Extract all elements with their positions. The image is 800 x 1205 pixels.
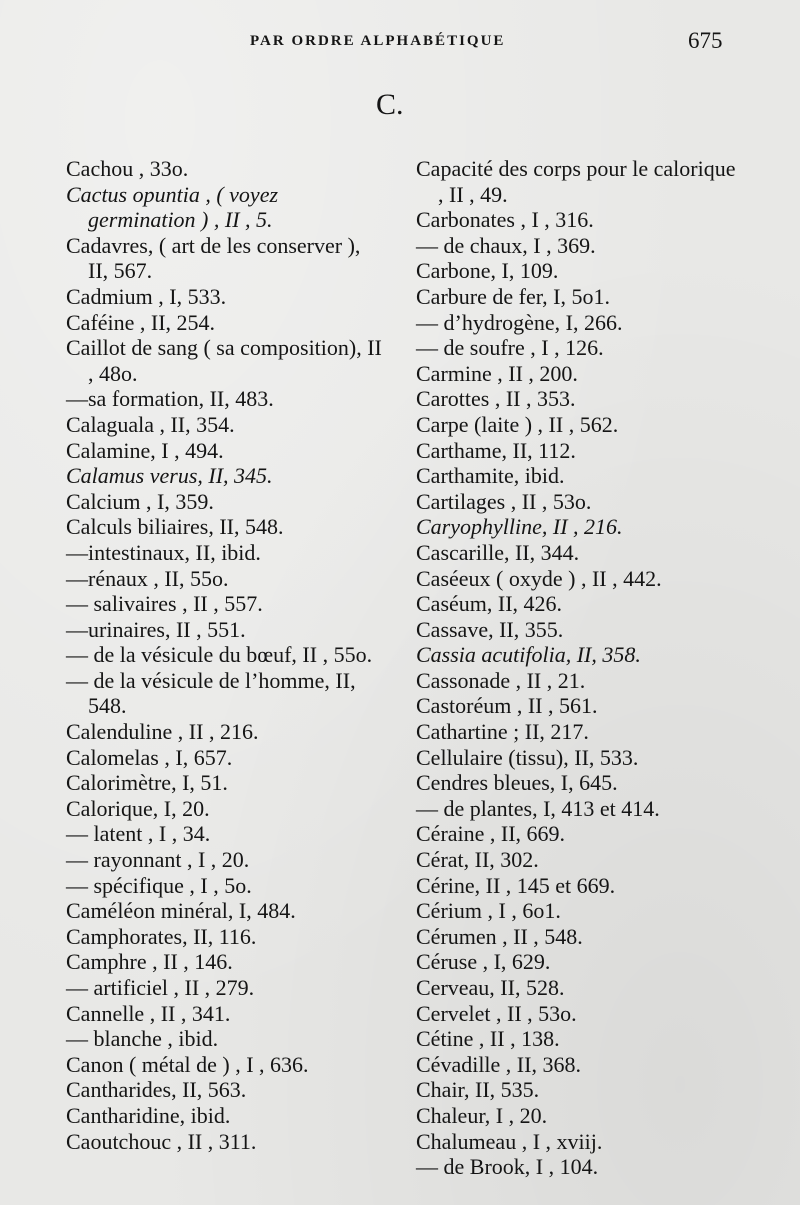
page-number: 675 <box>688 28 723 53</box>
index-entry: Cérium , I , 6o1. <box>416 898 561 924</box>
index-entry: Cérumen , II , 548. <box>416 923 583 949</box>
index-column-right <box>416 156 736 1180</box>
index-entry: — latent , I , 34. <box>66 821 211 847</box>
index-entry: Cannelle , II , 341. <box>66 1000 231 1026</box>
index-entry: Cérine, II , 145 et 669. <box>416 872 616 898</box>
index-entry: — de la vésicule de l’homme, II, 548. <box>66 667 356 719</box>
index-entry: Calomelas , I, 657. <box>66 744 233 770</box>
index-entry: Cendres bleues, I, 645. <box>416 770 618 796</box>
index-entry: Cartilages , II , 53o. <box>416 488 592 514</box>
index-entry: Carbure de fer, I, 5o1. <box>416 283 610 309</box>
index-entry: Camphre , II , 146. <box>66 949 233 975</box>
index-entry: Cellulaire (tissu), II, 533. <box>416 744 639 770</box>
index-entry: — blanche , ibid. <box>66 1026 219 1052</box>
index-entry: — artificiel , II , 279. <box>66 975 255 1000</box>
section-letter: C. <box>376 88 404 121</box>
index-entry: Calorique, I, 20. <box>66 795 210 821</box>
index-entry: — de chaux, I , 369. <box>416 232 596 258</box>
index-entry: — salivaires , II , 557. <box>66 591 263 617</box>
index-entry: Carbonates , I , 316. <box>416 207 594 233</box>
index-entry: Calamus verus, II, 345. <box>66 463 273 489</box>
index-entry: Cerveau, II, 528. <box>416 975 565 1000</box>
index-entry: — spécifique , I , 5o. <box>66 872 252 898</box>
index-entry: — de la vésicule du bœuf, II , 55o. <box>66 642 373 668</box>
index-entry: Castoréum , II , 561. <box>416 693 598 719</box>
index-entry: Cantharidine, ibid. <box>66 1102 231 1128</box>
index-entry: Chaleur, I , 20. <box>416 1102 548 1128</box>
index-entry: Caryophylline, II , 216. <box>416 514 623 540</box>
index-entry: Cévadille , II, 368. <box>416 1051 581 1077</box>
index-entry: Chalumeau , I , xviij. <box>416 1128 603 1154</box>
index-entry: Carthame, II, 112. <box>416 437 576 463</box>
index-entry: Calenduline , II , 216. <box>66 719 259 745</box>
index-entry: Caillot de sang ( sa composition), II , 48o. <box>66 335 382 386</box>
index-entry: Calcium , I, 359. <box>66 488 214 514</box>
index-entry: Cassave, II, 355. <box>416 616 564 642</box>
index-entry: — rayonnant , I , 20. <box>66 847 250 873</box>
index-entry: Capacité des corps pour le calorique , II , 49. <box>416 156 736 207</box>
index-entry: Cascarille, II, 344. <box>416 539 580 565</box>
index-entry: Cadmium , I, 533. <box>66 283 227 309</box>
index-entry: Cactus opuntia , ( voyez germination ) , II , 5. <box>66 181 279 233</box>
index-entry: —rénaux , II, 55o. <box>66 565 229 591</box>
index-entry: Carmine , II , 200. <box>416 360 578 386</box>
index-entry: Caséeux ( oxyde ) , II , 442. <box>416 565 662 591</box>
index-entry: Carpe (laite ) , II , 562. <box>416 411 619 437</box>
index-entry: Carbone, I, 109. <box>416 258 559 284</box>
index-entry: Calamine, I , 494. <box>66 437 224 463</box>
index-entry: —sa formation, II, 483. <box>66 386 274 412</box>
index-entry: Cantharides, II, 563. <box>66 1077 247 1103</box>
index-entry: Cachou , 33o. <box>66 156 189 181</box>
index-entry: Calorimètre, I, 51. <box>66 770 228 796</box>
index-entry: Cervelet , II , 53o. <box>416 1000 577 1026</box>
index-entry: Cétine , II , 138. <box>416 1026 560 1052</box>
index-entry: Calaguala , II, 354. <box>66 411 235 437</box>
index-entry: Cadavres, ( art de les conserver ), II, 567. <box>66 232 361 284</box>
index-entry: Cérat, II, 302. <box>416 847 539 873</box>
index-column-left <box>66 156 386 1154</box>
index-entry: Carottes , II , 353. <box>416 386 576 412</box>
index-entry: Caoutchouc , II , 311. <box>66 1128 257 1154</box>
running-title: PAR ORDRE ALPHABÉTIQUE <box>250 33 506 49</box>
index-entry: Canon ( métal de ) , I , 636. <box>66 1051 309 1077</box>
index-entry: Céruse , I, 629. <box>416 949 551 975</box>
index-entry: Carthamite, ibid. <box>416 463 565 489</box>
index-entry: — de soufre , I , 126. <box>416 335 604 361</box>
index-entry: —intestinaux, II, ibid. <box>66 539 261 565</box>
index-entry: Caméléon minéral, I, 484. <box>66 898 296 924</box>
index-entry: Cassia acutifolia, II, 358. <box>416 642 641 668</box>
index-entry: Chair, II, 535. <box>416 1077 540 1103</box>
index-entry: Calculs biliaires, II, 548. <box>66 514 284 540</box>
index-entry: —urinaires, II , 551. <box>66 616 246 642</box>
index-entry: — d’hydrogène, I, 266. <box>416 309 623 335</box>
index-entry: Camphorates, II, 116. <box>66 923 257 949</box>
index-entry: — de plantes, I, 413 et 414. <box>416 795 660 821</box>
index-entry: — de Brook, I , 104. <box>416 1154 599 1180</box>
index-entry: Cathartine ; II, 217. <box>416 719 589 745</box>
index-entry: Céraine , II, 669. <box>416 821 566 847</box>
index-entry: Caféine , II, 254. <box>66 309 216 335</box>
index-entry: Caséum, II, 426. <box>416 591 563 617</box>
index-entry: Cassonade , II , 21. <box>416 667 586 693</box>
